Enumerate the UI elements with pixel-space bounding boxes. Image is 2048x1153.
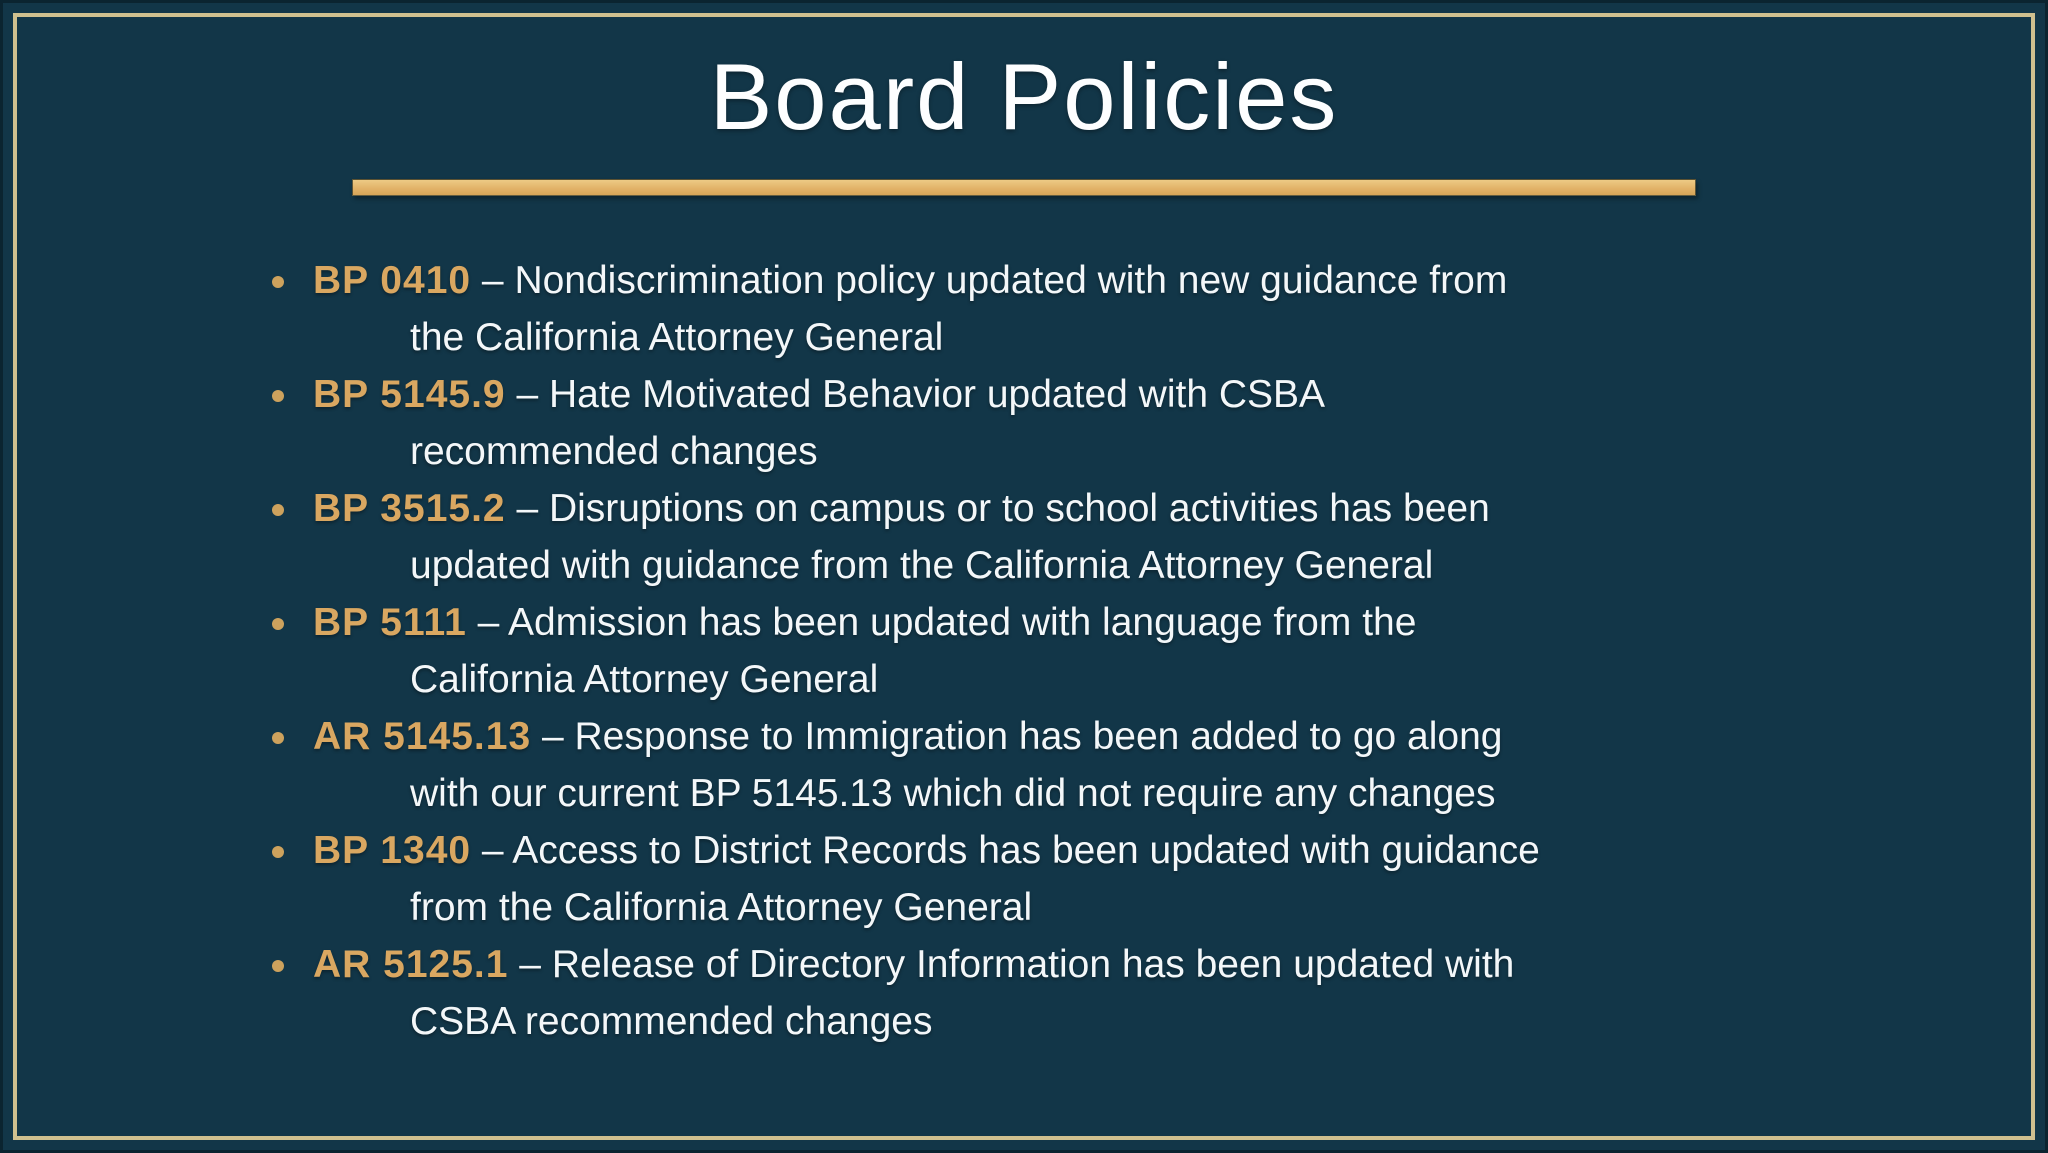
policy-line-1 [313,594,1830,651]
bullet-icon [272,846,284,858]
title-underline-bar [352,179,1696,196]
policy-line-1 [313,252,1830,309]
policy-line-1 [313,936,1830,993]
policy-description: – Hate Motivated Behavior updated with CSBA [516,373,1326,416]
policy-description: – Nondiscrimination policy updated with new guidance from [481,259,1508,302]
policy-description: – Disruptions on campus or to school activities has been [516,487,1490,530]
bullet-icon [272,732,284,744]
policy-code: BP 3515.2 [313,487,506,530]
policy-line-2: updated with guidance from the California Attorney General [410,544,1434,587]
bullet-icon [272,504,284,516]
policy-line-2: with our current BP 5145.13 which did not require any changes [410,772,1496,815]
bullet-icon [272,390,284,402]
policy-list [270,252,1830,1050]
policy-description: – Response to Immigration has been added to go along [541,715,1503,758]
policy-code: AR 5125.1 [313,943,509,986]
slide-title: Board Policies [709,44,1339,149]
list-item [270,822,1830,936]
policy-description: – Release of Directory Information has been updated with [519,943,1515,986]
policy-code: BP 5145.9 [313,373,506,416]
policy-line-2: California Attorney General [410,658,879,701]
list-item [270,936,1830,1050]
policy-line-2: the California Attorney General [410,316,944,359]
bullet-icon [272,618,284,630]
list-item [270,594,1830,708]
policy-line-1 [313,708,1830,765]
policy-line-1 [313,822,1830,879]
policy-line-2: recommended changes [410,430,818,473]
policy-line-2: CSBA recommended changes [410,1000,933,1043]
list-item [270,252,1830,366]
list-item [270,708,1830,822]
policy-code: BP 5111 [313,601,467,644]
policy-description: – Admission has been updated with language from the [477,601,1417,644]
policy-code: AR 5145.13 [313,715,532,758]
policy-line-1 [313,480,1830,537]
bullet-icon [272,960,284,972]
policy-code: BP 0410 [313,259,472,302]
policy-line-1 [313,366,1830,423]
list-item [270,480,1830,594]
policy-code: BP 1340 [313,829,472,872]
list-item [270,366,1830,480]
policy-line-2: from the California Attorney General [410,886,1033,929]
policy-description: – Access to District Records has been updated with guidance [481,829,1540,872]
bullet-icon [272,276,284,288]
